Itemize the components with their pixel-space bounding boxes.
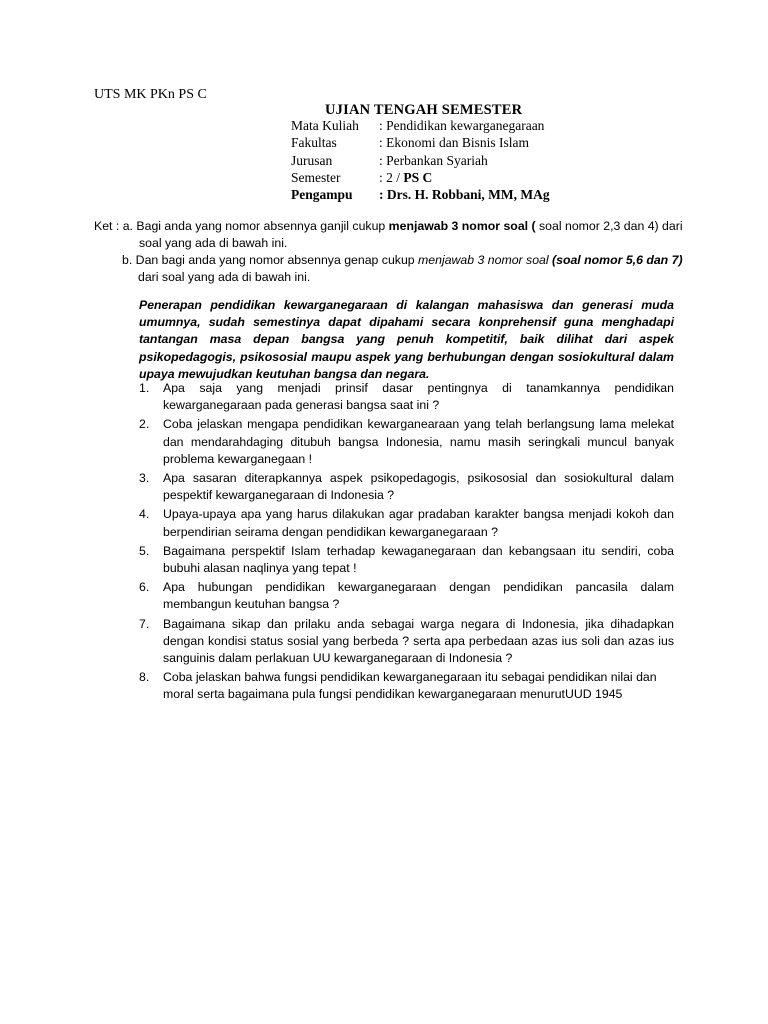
instruction-b-text: Dan bagi anda yang nomor absennya genap cukup bbox=[132, 253, 419, 267]
question-number: 1. bbox=[139, 381, 150, 395]
question-number: 7. bbox=[139, 616, 150, 631]
question-item bbox=[139, 506, 674, 540]
question-text: Coba jelaskan mengapa pendidikan kewarganearaan yang telah berlangsung lama melekat dan mendarahdaging ditubuh bangsa Indonesia, namu masih seringkali muncul banyak problema kewarganegaan ! bbox=[163, 417, 674, 466]
instruction-a bbox=[94, 218, 684, 252]
intro-paragraph: Penerapan pendidikan kewarganegaraan di kalangan mahasiswa dan generasi muda umumnya, sudah semestinya dapat dipahami secara konprehensif guna menghadapi tantangan masa depan bangsa yang penuh kompetitif, baik dilihat dari aspek psikopedagogis, psikososial maupu aspek yang berhubungan dengan sosiokultural dalam upaya mewujudkan keutuhan bangsa dan negara. bbox=[139, 298, 674, 381]
question-number: 8. bbox=[139, 670, 150, 685]
info-label: Pengampu bbox=[291, 186, 353, 202]
info-value bbox=[379, 170, 432, 187]
info-value: : Perbankan Syariah bbox=[379, 153, 488, 169]
instruction-b-emphasis: (soal nomor 5,6 dan 7) bbox=[548, 253, 683, 267]
instruction-b bbox=[94, 252, 684, 286]
info-label: Mata Kuliah bbox=[291, 118, 359, 133]
question-item bbox=[139, 543, 674, 577]
info-row-lecturer bbox=[291, 187, 550, 204]
instruction-a-label: a. bbox=[122, 219, 133, 233]
info-value: : Ekonomi dan Bisnis Islam bbox=[379, 134, 529, 150]
info-value: : Drs. H. Robbani, MM, MAg bbox=[379, 186, 550, 202]
instruction-b-text-end: dari soal yang ada di bawah ini. bbox=[138, 270, 311, 284]
info-label: Fakultas bbox=[291, 134, 337, 150]
info-row-semester bbox=[291, 170, 550, 187]
course-info-table bbox=[291, 118, 550, 204]
question-item bbox=[139, 616, 674, 668]
question-number: 5. bbox=[139, 543, 150, 558]
info-label: Jurusan bbox=[291, 153, 333, 169]
info-row-department bbox=[291, 153, 550, 170]
question-text: Apa saja yang menjadi prinsif dasar pentingnya di tanamkannya pendidikan kewarganegaraan pada generasi bangsa saat ini ? bbox=[163, 381, 674, 413]
exam-title: UJIAN TENGAH SEMESTER bbox=[325, 102, 523, 118]
question-text: Bagaimana sikap dan prilaku anda sebagai warga negara di Indonesia, jika dihadapkan dengan kondisi status sosial yang berbeda ? serta apa perbedaan azas ius soli dan azas ius sanguinis dalam perlakuan UU kewarganegaraan di Indonesia ? bbox=[163, 616, 674, 666]
instruction-prefix: Ket : bbox=[94, 219, 123, 233]
question-item bbox=[139, 669, 674, 703]
question-text: Coba jelaskan bahwa fungsi pendidikan kewarganegaraan itu sebagai pendidikan nilai dan moral serta bagaimana pula fungsi pendidikan kewarganegaraan menurutUUD 1945 bbox=[163, 670, 657, 702]
question-item bbox=[139, 579, 674, 613]
question-item bbox=[139, 380, 674, 414]
question-text: Apa sasaran diterapkannya aspek psikopedagogis, psikososial dan sosiokultural dalam pespektif kewarganegaraan di Indonesia ? bbox=[163, 471, 674, 503]
question-list bbox=[139, 380, 674, 706]
info-row-course bbox=[291, 118, 550, 135]
instructions bbox=[94, 218, 684, 286]
instruction-a-text: Bagi anda yang nomor absennya ganjil cukup bbox=[132, 219, 389, 233]
question-item bbox=[139, 470, 674, 504]
info-label: Semester bbox=[291, 170, 341, 186]
question-text: Upaya-upaya apa yang harus dilakukan agar pradaban karakter bangsa menjadi kokoh dan berpendirian seirama dengan pendidikan kewarganegaraan ? bbox=[163, 507, 674, 539]
instruction-b-italic: menjawab 3 nomor soal bbox=[418, 253, 549, 267]
info-value: : Pendidikan kewarganegaraan bbox=[379, 118, 545, 133]
question-text: Apa hubungan pendidikan kewarganegaraan dengan pendidikan pancasila dalam membangun keutuhan bangsa ? bbox=[163, 580, 674, 612]
question-item bbox=[139, 416, 674, 468]
question-number: 6. bbox=[139, 580, 150, 595]
question-number: 3. bbox=[139, 471, 150, 486]
instruction-b-label: b. bbox=[122, 253, 133, 267]
document-code: UTS MK PKn PS C bbox=[94, 87, 207, 102]
question-number: 4. bbox=[139, 507, 150, 522]
instruction-a-text-end: soal nomor 2,3 dan 4) dari soal yang ada di bawah ini. bbox=[139, 219, 683, 250]
instruction-a-emphasis: menjawab 3 nomor soal ( bbox=[388, 219, 536, 233]
question-text: Bagaimana perspektif Islam terhadap kewaganegaraan dan kebangsaan itu sendiri, coba bubuhi alasan naqlinya yang tepat ! bbox=[163, 543, 674, 576]
info-value-plain: : 2 / bbox=[379, 170, 404, 186]
info-row-faculty bbox=[291, 135, 550, 152]
info-value-bold: PS C bbox=[403, 170, 433, 186]
question-number: 2. bbox=[139, 417, 150, 432]
